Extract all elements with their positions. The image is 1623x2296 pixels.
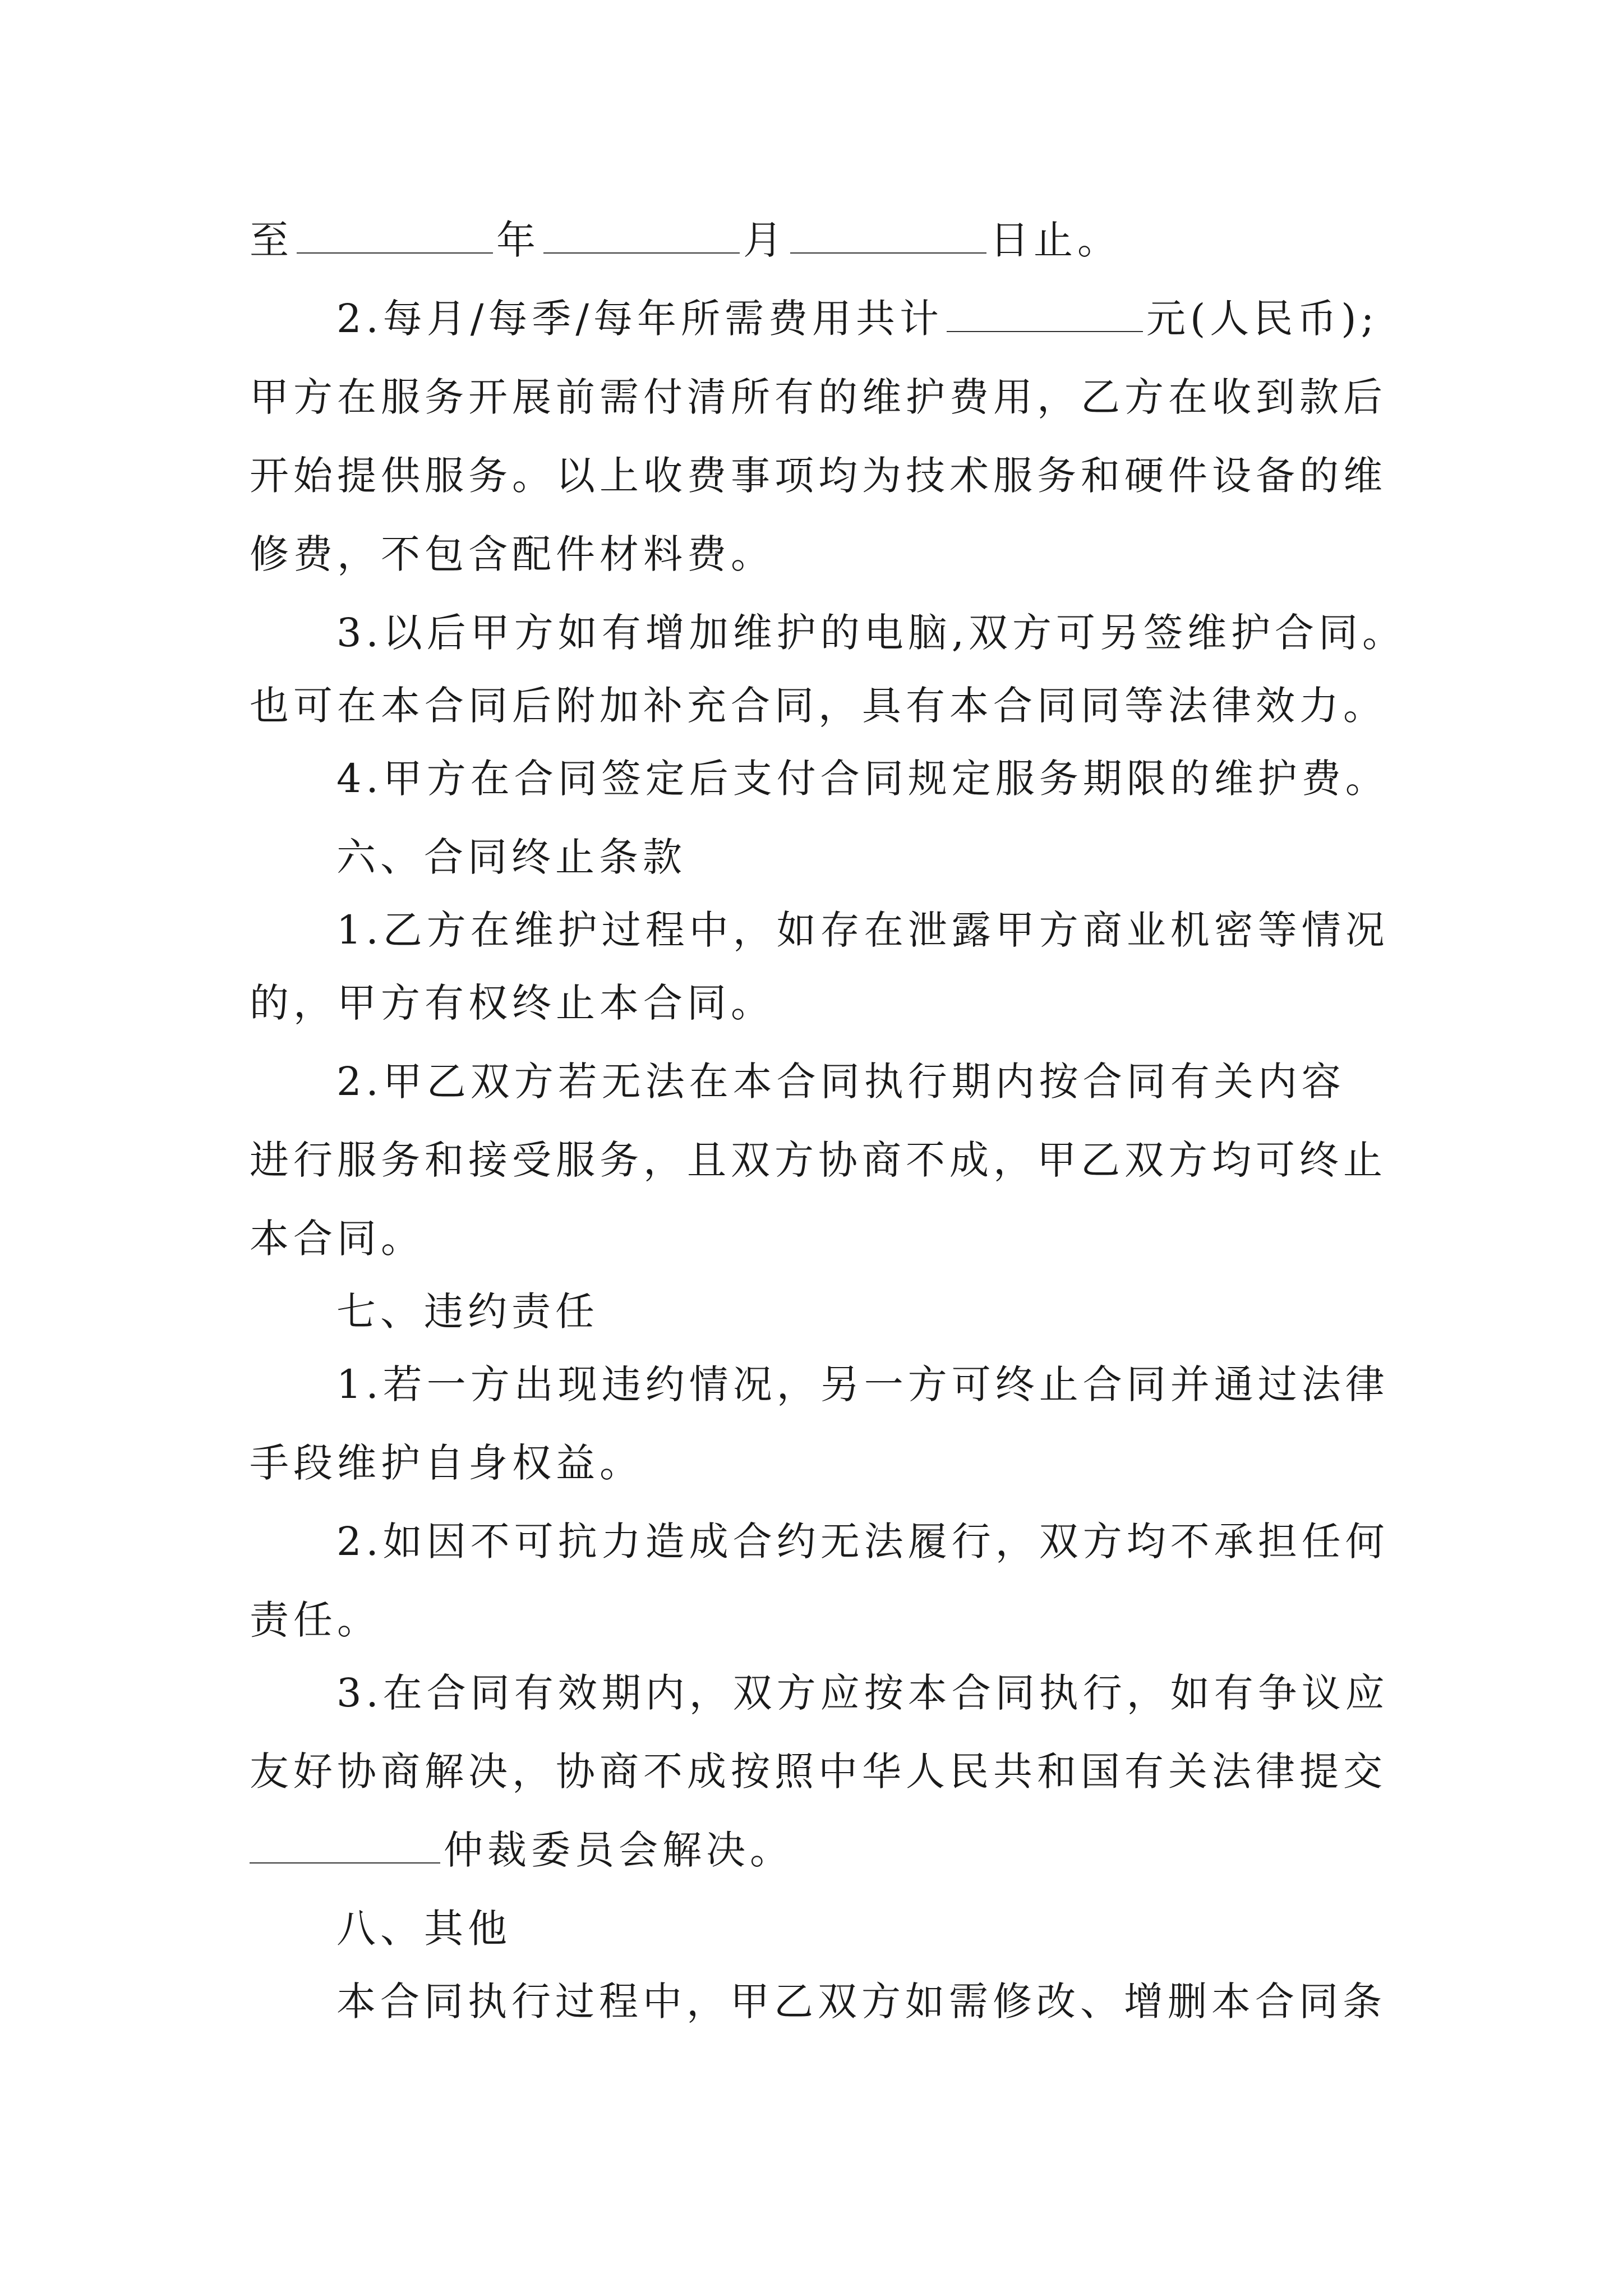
section-heading: 八、其他 bbox=[336, 1906, 511, 1952]
paragraph-line: 开始提供服务。以上收费事项均为技术服务和硬件设备的维 bbox=[250, 453, 1387, 499]
day-blank bbox=[790, 217, 986, 254]
paragraph-line: 3.在合同有效期内，双方应按本合同执行，如有争议应 bbox=[336, 1670, 1389, 1716]
paragraph-line: 本合同。 bbox=[250, 1216, 425, 1262]
text: 2.每月/每季/每年所需费用共计 bbox=[336, 296, 943, 342]
amount-blank bbox=[947, 295, 1143, 332]
paragraph-line: 本合同执行过程中，甲乙双方如需修改、增删本合同条 bbox=[336, 1978, 1386, 2024]
month-blank bbox=[543, 217, 740, 254]
paragraph-line: 1.乙方在维护过程中，如存在泄露甲方商业机密等情况 bbox=[336, 907, 1389, 953]
paragraph-line: 1.若一方出现违约情况，另一方可终止合同并通过法律 bbox=[336, 1361, 1389, 1407]
text: 仲裁委员会解决。 bbox=[444, 1827, 794, 1873]
paragraph-line: 3.以后甲方如有增加维护的电脑,双方可另签维护合同。 bbox=[336, 610, 1407, 656]
text: 至 bbox=[250, 217, 293, 263]
section-heading: 六、合同终止条款 bbox=[336, 834, 686, 880]
arbitration-line bbox=[250, 1816, 1416, 1884]
date-end-line bbox=[250, 206, 1416, 274]
paragraph-line: 2.甲乙双方若无法在本合同执行期内按合同有关内容 bbox=[336, 1059, 1345, 1105]
paragraph-line: 4.甲方在合同签定后支付合同规定服务期限的维护费。 bbox=[336, 756, 1389, 802]
paragraph-line: 友好协商解决，协商不成按照中华人民共和国有关法律提交 bbox=[250, 1749, 1387, 1795]
year-blank bbox=[297, 217, 493, 254]
arbitration-body-blank bbox=[250, 1826, 440, 1864]
text: 月 bbox=[743, 217, 787, 263]
paragraph-line: 的，甲方有权终止本合同。 bbox=[250, 980, 774, 1026]
text: 年 bbox=[496, 217, 540, 263]
paragraph-line: 也可在本合同后附加补充合同，具有本合同同等法律效力。 bbox=[250, 683, 1387, 729]
text: 元(人民币); bbox=[1146, 296, 1379, 342]
paragraph-line: 进行服务和接受服务，且双方协商不成，甲乙双方均可终止 bbox=[250, 1137, 1387, 1183]
fee-clause-line bbox=[336, 285, 1416, 352]
paragraph-line: 手段维护自身权益。 bbox=[250, 1440, 643, 1486]
paragraph-line: 2.如因不可抗力造成合约无法履行，双方均不承担任何 bbox=[336, 1519, 1389, 1565]
paragraph-line: 责任。 bbox=[250, 1597, 381, 1643]
section-heading: 七、违约责任 bbox=[336, 1289, 599, 1335]
paragraph-line: 修费，不包含配件材料费。 bbox=[250, 531, 774, 577]
text: 日止。 bbox=[990, 217, 1121, 263]
paragraph-line: 甲方在服务开展前需付清所有的维护费用，乙方在收到款后 bbox=[250, 374, 1387, 420]
